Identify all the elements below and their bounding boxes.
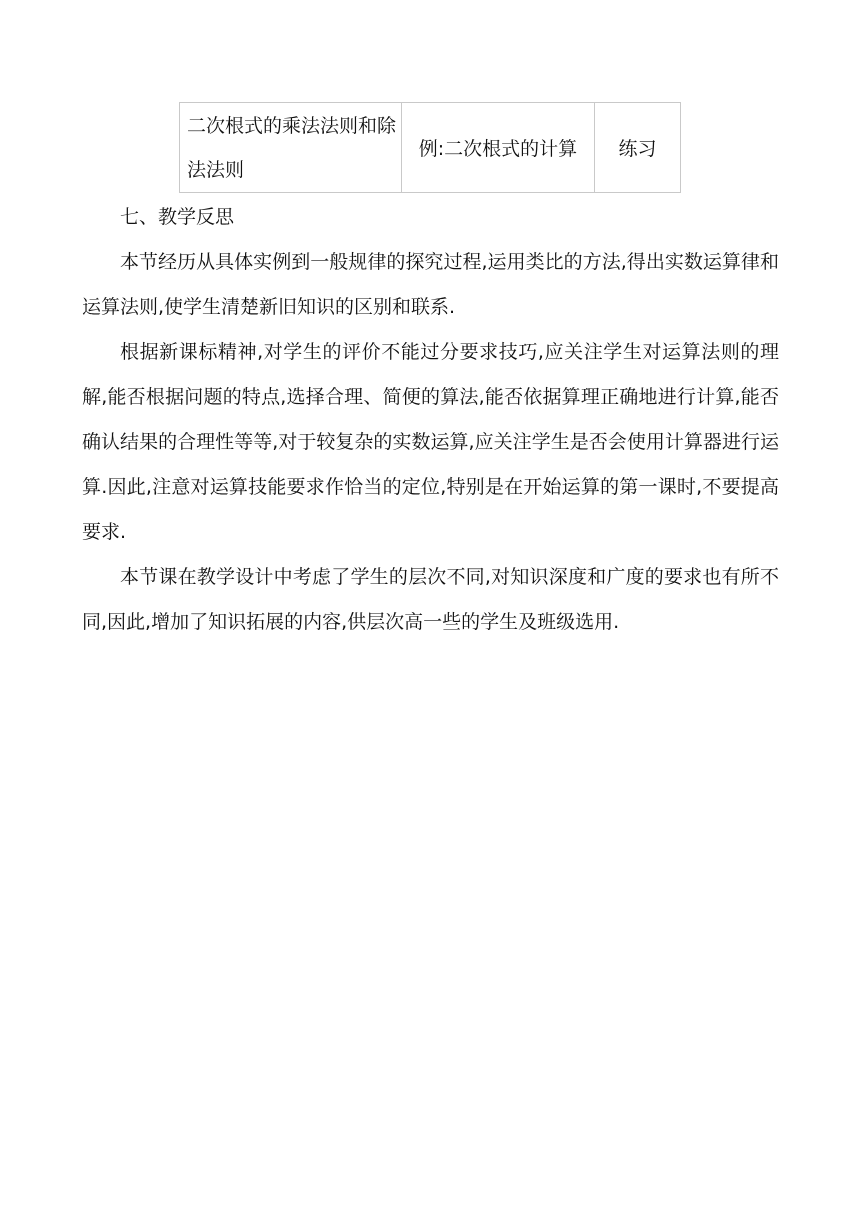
paragraph-3: 本节课在教学设计中考虑了学生的层次不同,对知识深度和广度的要求也有所不同,因此,增加了知识拓展的内容,供层次高一些的学生及班级选用.: [82, 566, 779, 633]
table-row: [180, 103, 681, 193]
table-cell-topic: 二次根式的乘法法则和除法法则: [180, 103, 402, 193]
lesson-table: [179, 102, 681, 193]
paragraph-2: 根据新课标精神,对学生的评价不能过分要求技巧,应关注学生对运算法则的理解,能否根据问题的特点,选择合理、简便的算法,能否依据算理正确地进行计算,能否确认结果的合理性等等,对于较复杂的实数运算,应关注学生是否会使用计算器进行运算.因此,注意对运算技能要求作恰当的定位,特别是在开始运算的第一课时,不要提高要求.: [82, 341, 779, 543]
section-heading: 七、教学反思: [120, 206, 235, 228]
table-cell-activity: 练习: [595, 103, 681, 193]
paragraph-1: 本节经历从具体实例到一般规律的探究过程,运用类比的方法,得出实数运算律和运算法则,使学生清楚新旧知识的区别和联系.: [82, 251, 779, 318]
table-cell-example: 例:二次根式的计算: [401, 103, 594, 193]
